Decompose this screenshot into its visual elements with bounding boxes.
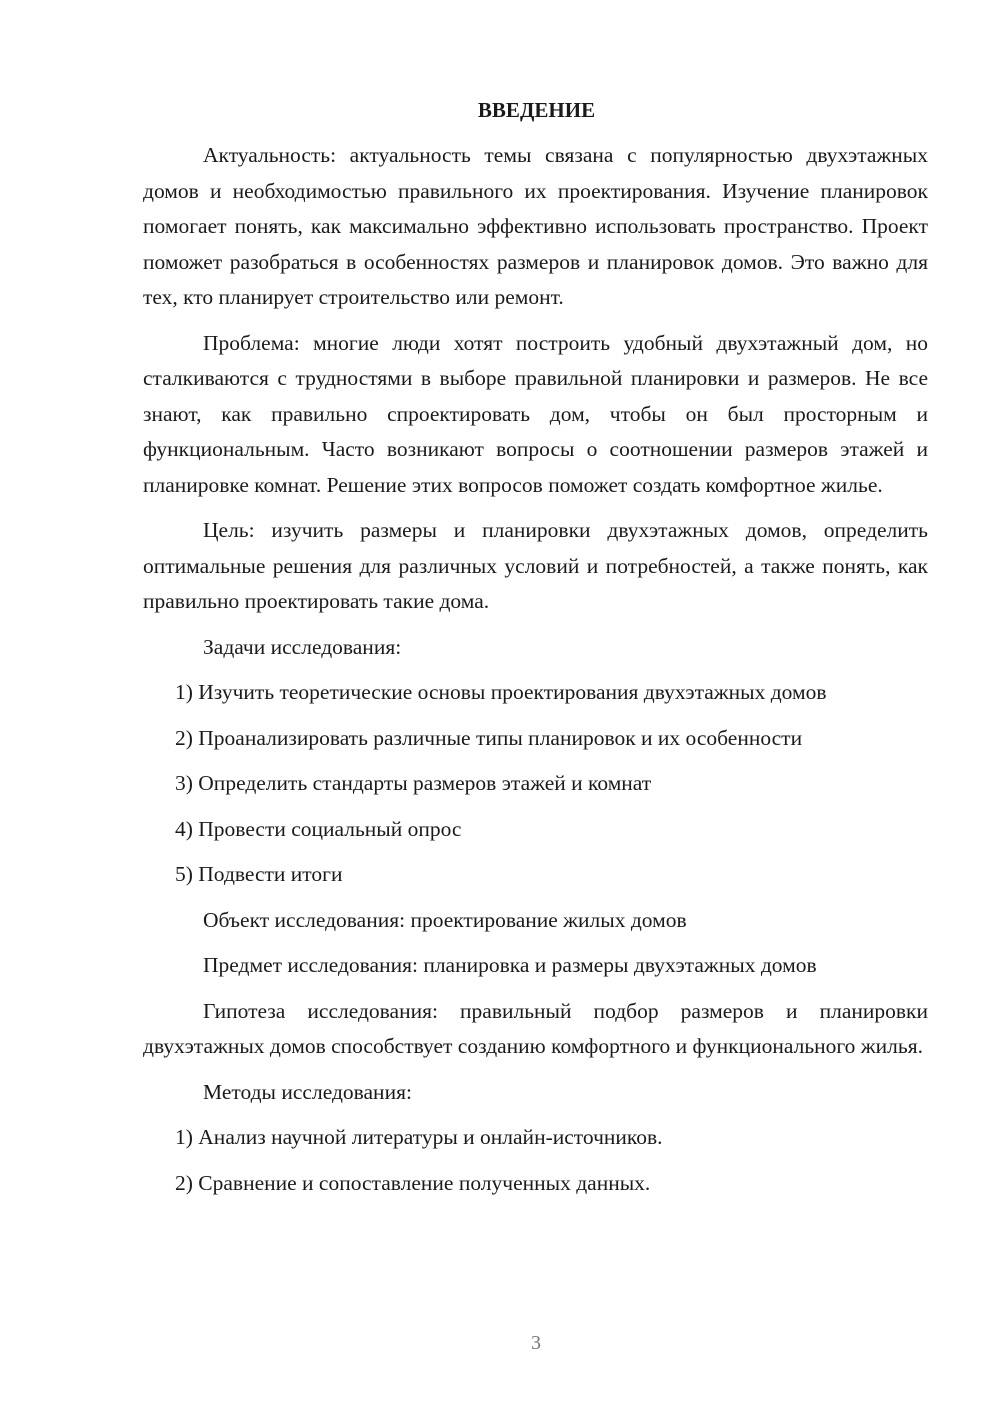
task-item: 2) Проанализировать различные типы планировок и их особенности bbox=[175, 725, 803, 750]
task-item: 1) Изучить теоретические основы проектирования двухэтажных домов bbox=[175, 680, 827, 704]
research-subject: Предмет исследования: планировка и размеры двухэтажных домов bbox=[203, 953, 817, 977]
research-object: Объект исследования: проектирование жилых домов bbox=[203, 907, 687, 932]
document-page bbox=[143, 94, 928, 1211]
page-number: 3 bbox=[531, 1332, 541, 1354]
hypothesis-paragraph: Гипотеза исследования: правильный подбор размеров и планировки двухэтажных домов способствует созданию комфортного и функционального жилья. bbox=[143, 998, 928, 1058]
task-item: 3) Определить стандарты размеров этажей и комнат bbox=[175, 771, 652, 795]
relevance-paragraph: Актуальность: актуальность темы связана с популярностью двухэтажных домов и необходимостью правильного их проектирования. Изучение планировок помогает понять, как максимально эффективно использовать пространство. Проект поможет разобраться в особенностях размеров и планировок домов. Это важно для тех, кто планирует строительство или ремонт. bbox=[143, 143, 928, 309]
goal-paragraph: Цель: изучить размеры и планировки двухэтажных домов, определить оптимальные решения для различных условий и потребностей, а также понять, как правильно проектировать такие дома. bbox=[143, 518, 928, 613]
methods-label: Методы исследования: bbox=[203, 1079, 412, 1104]
method-item: 2) Сравнение и сопоставление полученных данных. bbox=[175, 1170, 651, 1195]
tasks-label: Задачи исследования: bbox=[203, 634, 402, 659]
problem-paragraph: Проблема: многие люди хотят построить удобный двухэтажный дом, но сталкиваются с трудностями в выборе правильной планировки и размеров. Не все знают, как правильно спроектировать дом, чтобы он был просторным и функциональным. Часто возникают вопросы о соотношении размеров этажей и планировке комнат. Решение этих вопросов поможет создать комфортное жилье. bbox=[143, 330, 928, 497]
task-item: 5) Подвести итоги bbox=[175, 862, 343, 886]
task-item: 4) Провести социальный опрос bbox=[175, 816, 462, 841]
method-item: 1) Анализ научной литературы и онлайн-источников. bbox=[175, 1125, 663, 1149]
section-heading: ВВЕДЕНИЕ bbox=[477, 98, 596, 122]
